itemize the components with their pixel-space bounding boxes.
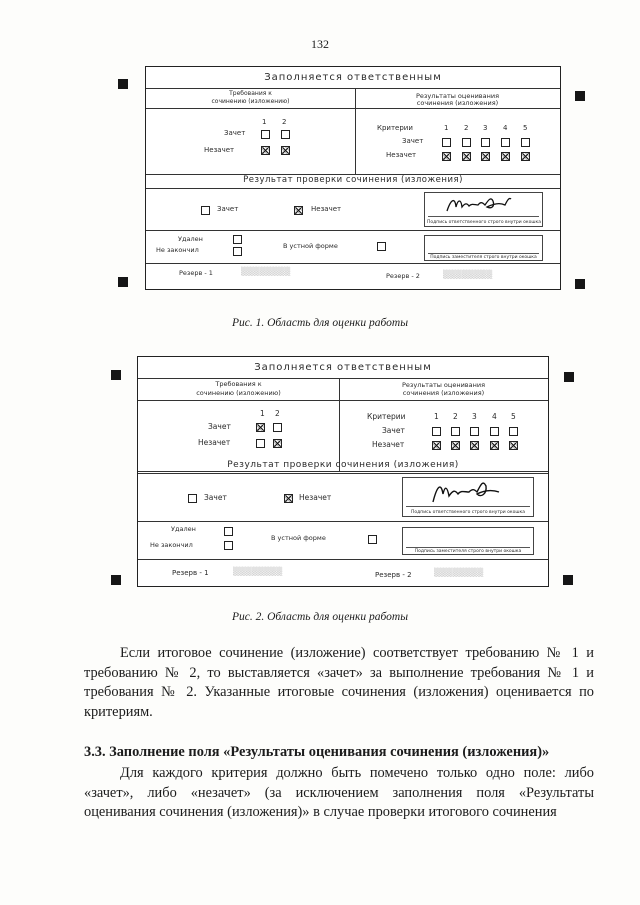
paragraph [84,644,594,722]
pass-label: Зачет [382,426,405,435]
criteria-label: Критерии [367,412,406,421]
figure-caption: Рис. 1. Область для оценки работы [232,317,408,329]
criteria-results-label: Результаты оценивания [415,92,500,100]
criterion-number: 2 [453,412,458,421]
page-number: 132 [311,37,329,51]
check-result-label: Результат проверки сочинения (изложения) [243,175,463,185]
form-title: Заполняется ответственным [264,72,442,83]
assessment-form-2 [137,356,549,587]
fail-label: Незачет [204,146,235,154]
corner-marker [118,277,128,287]
criterion-number: 2 [464,124,469,132]
req-num: 1 [262,118,267,126]
reserve-1-label: Резерв - 1 [179,269,213,277]
criteria-results-label: сочинения (изложения) [402,389,485,397]
reserve-2-label: Резерв - 2 [386,272,420,280]
removed-label: Удален [178,235,203,243]
pass-label: Зачет [402,137,424,145]
pass-label: Зачет [224,129,246,137]
requirements-label: Требования к [215,380,262,388]
result-pass-label: Зачет [204,493,227,502]
corner-marker [575,91,585,101]
reserve-2-value: ▒▒▒▒▒▒▒▒ [434,568,484,577]
reserve-1-value: ▒▒▒▒▒▒▒▒ [233,567,283,576]
result-pass-label: Зачет [217,205,239,213]
criterion-number: 1 [444,124,449,132]
fail-label: Незачет [386,151,417,159]
removed-label: Удален [171,525,196,533]
not-finished-label: Не закончил [150,541,193,549]
assessment-form-1 [145,66,561,290]
pass-label: Зачет [208,422,231,431]
reserve-2-value: ▒▒▒▒▒▒▒▒ [443,270,493,279]
reserve-2-label: Резерв - 2 [375,571,412,579]
requirements-label: сочинению (изложению) [211,98,290,105]
criterion-number: 3 [483,124,488,132]
form-title: Заполняется ответственным [254,362,432,373]
result-fail-label: Незачет [299,493,332,502]
result-fail-label: Незачет [311,205,342,213]
reserve-1-label: Резерв - 1 [172,569,209,577]
signature-caption: Подпись ответственного строго внутри окошка [411,510,525,515]
paragraph [84,764,594,823]
signature-caption: Подпись заместителя строго внутри окошка [414,549,522,554]
criteria-label: Критерии [377,124,413,132]
criterion-number: 4 [503,124,508,132]
figure-caption: Рис. 2. Область для оценки работы [232,611,408,623]
corner-marker [111,370,121,380]
corner-marker [563,575,573,585]
corner-marker [575,279,585,289]
criterion-number: 4 [492,412,497,421]
corner-marker [564,372,574,382]
reserve-1-value: ▒▒▒▒▒▒▒▒ [241,267,291,276]
corner-marker [118,79,128,89]
criterion-number: 1 [434,412,439,421]
oral-form-label: В устной форме [271,534,326,542]
signature-caption: Подпись ответственного строго внутри окошка [427,220,541,225]
check-result-label: Результат проверки сочинения (изложения) [227,460,459,470]
req-num: 2 [275,409,280,418]
paragraph-text: Если итоговое сочинение (изложение) соответствует требованию № 1 и требованию № 2, то выставляется «зачет» за выполнение требования № 1 и требования № 2. Указанные итоговые сочинения (изложения) оценивается по критериям. [84,645,594,720]
req-num: 1 [260,409,265,418]
fail-label: Незачет [372,440,405,449]
fail-label: Незачет [198,438,231,447]
paragraph-text: Для каждого критерия должно быть помечено только одно поле: либо «зачет», либо «незачет» (за исключением заполнения поля «Результаты оценивания сочинения (изложения)» в случае проверки итогового сочинения [84,765,594,821]
requirements-label: Требования к [229,90,272,97]
requirements-label: сочинению (изложению) [196,389,281,397]
criteria-results-label: сочинения (изложения) [416,99,499,107]
criteria-results-label: Результаты оценивания [401,381,486,389]
criterion-number: 5 [523,124,528,132]
oral-form-label: В устной форме [283,242,338,250]
corner-marker [111,575,121,585]
req-num: 2 [282,118,287,126]
signature-caption: Подпись заместителя строго внутри окошка [430,255,537,260]
not-finished-label: Не закончил [156,246,199,254]
criterion-number: 3 [472,412,477,421]
criterion-number: 5 [511,412,516,421]
section-heading: 3.3. Заполнение поля «Результаты оценивания сочинения (изложения)» [84,744,550,760]
